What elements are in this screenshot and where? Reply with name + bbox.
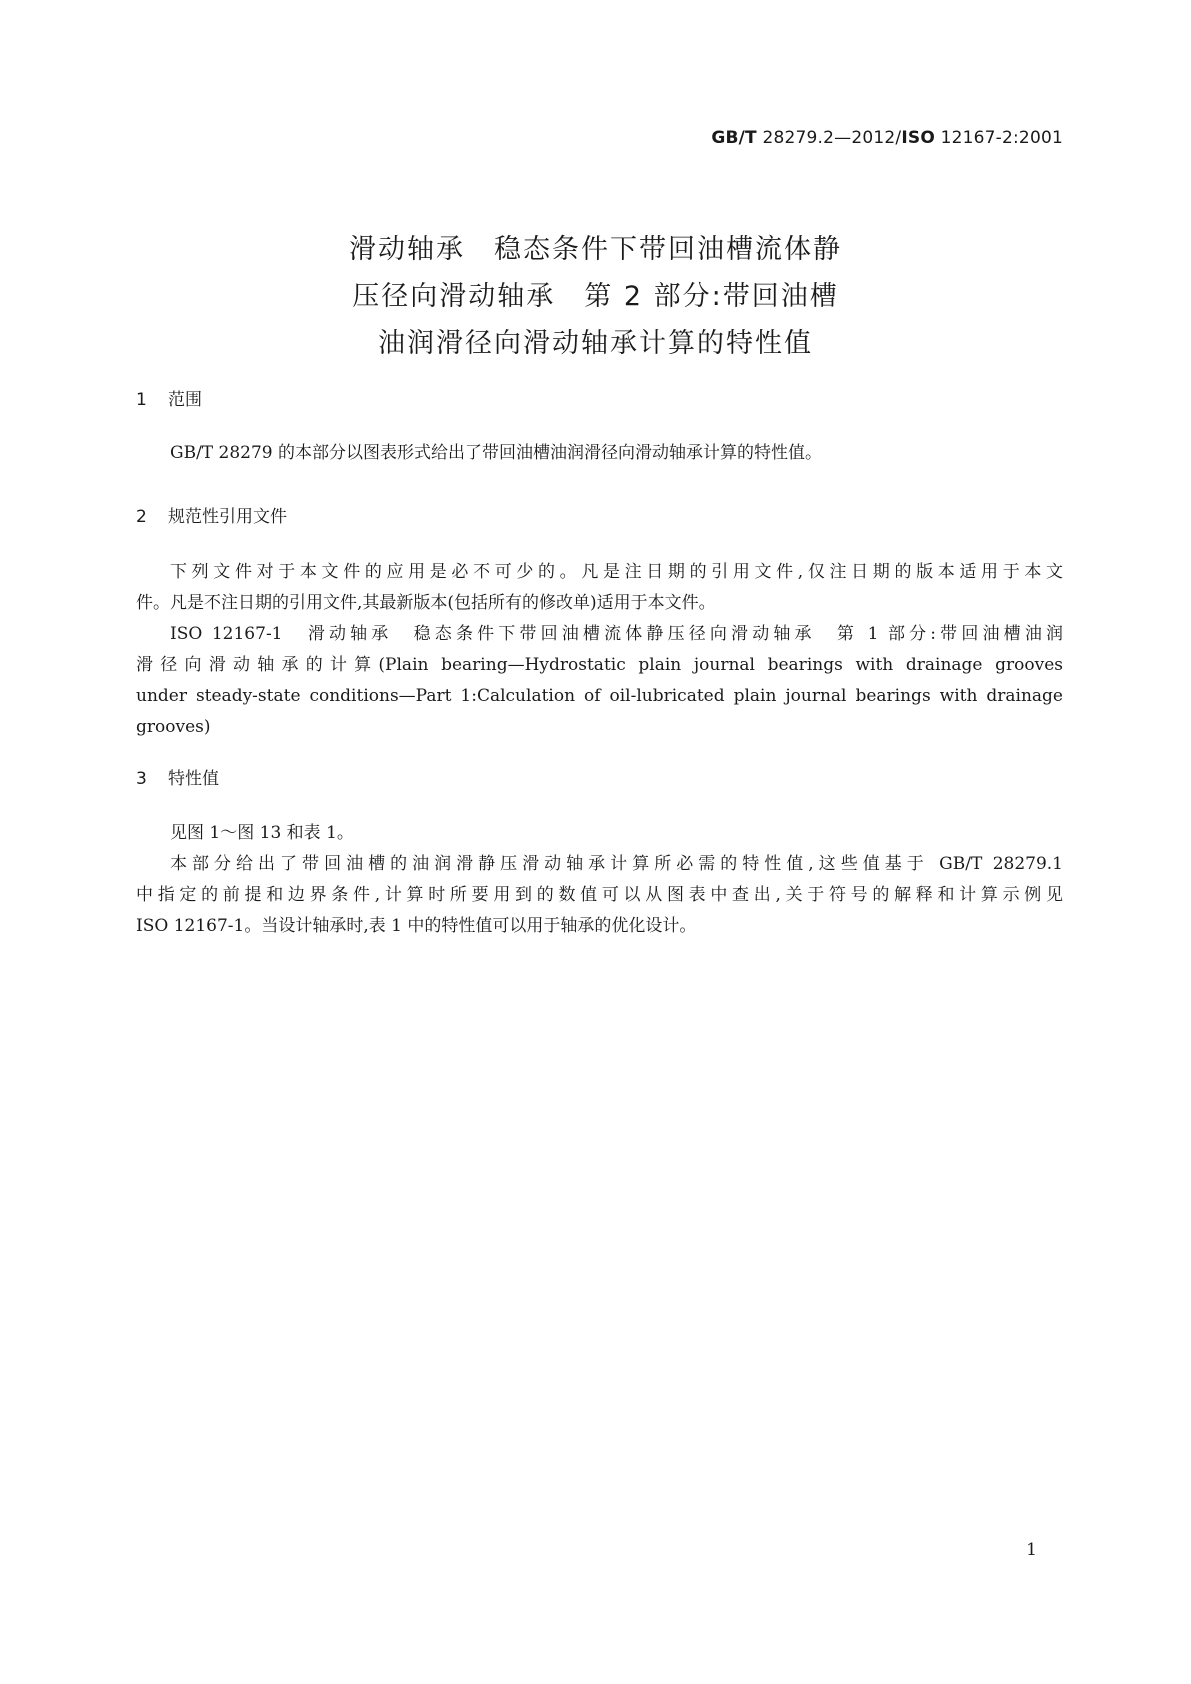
section-3-body <box>136 818 1063 942</box>
reference-line-2: 滑径向滑动轴承的计算(Plain bearing—Hydrostatic plain journal bearings with drainage grooves <box>136 655 1063 675</box>
document-code-header <box>711 128 1063 148</box>
title-line-2: 压径向滑动轴承 第 2 部分:带回油槽 <box>352 281 839 312</box>
header-iso-number: 12167-2:2001 <box>934 128 1063 148</box>
title-line-3: 油润滑径向滑动轴承计算的特性值 <box>378 328 813 359</box>
section-1-paragraph: GB/T 28279 的本部分以图表形式给出了带回油槽油润滑径向滑动轴承计算的特性值。 <box>170 443 823 463</box>
section-2-number: 2 <box>136 507 147 527</box>
reference-line-3: under steady-state conditions—Part 1:Calculation of oil-lubricated plain journal bearings with drainage <box>136 686 1063 706</box>
header-iso-prefix: ISO <box>901 128 935 148</box>
document-title <box>0 226 1191 367</box>
section-3-line-2: 本部分给出了带回油槽的油润滑静压滑动轴承计算所必需的特性值,这些值基于 GB/T 28279.1 <box>170 854 1063 874</box>
section-2-para-line-1: 下列文件对于本文件的应用是必不可少的。凡是注日期的引用文件,仅注日期的版本适用于本文 <box>170 562 1063 582</box>
section-3-line-3: 中指定的前提和边界条件,计算时所要用到的数值可以从图表中查出,关于符号的解释和计算示例见 <box>136 885 1063 905</box>
section-2-title: 规范性引用文件 <box>168 507 287 527</box>
section-3-line-4: ISO 12167-1。当设计轴承时,表 1 中的特性值可以用于轴承的优化设计。 <box>136 916 697 936</box>
section-3-title: 特性值 <box>168 769 219 789</box>
section-1-heading <box>136 385 202 410</box>
section-1-title: 范围 <box>168 390 202 410</box>
section-2-para-line-2: 件。凡是不注日期的引用文件,其最新版本(包括所有的修改单)适用于本文件。 <box>136 593 716 613</box>
section-3-number: 3 <box>136 769 147 789</box>
header-gb-number: 28279.2—2012/ <box>756 128 902 148</box>
section-3-line-1: 见图 1～图 13 和表 1。 <box>170 823 354 843</box>
title-line-1: 滑动轴承 稳态条件下带回油槽流体静 <box>349 234 842 265</box>
section-1-number: 1 <box>136 390 147 410</box>
header-gb-prefix: GB/T <box>711 128 757 148</box>
page-number: 1 <box>1026 1540 1037 1560</box>
section-2-heading <box>136 502 287 527</box>
reference-line-1: ISO 12167-1 滑动轴承 稳态条件下带回油槽流体静压径向滑动轴承 第 1 部分:带回油槽油润 <box>170 624 1063 644</box>
section-2-body <box>136 557 1063 743</box>
reference-line-4: grooves) <box>136 717 211 737</box>
section-3-heading <box>136 764 219 789</box>
